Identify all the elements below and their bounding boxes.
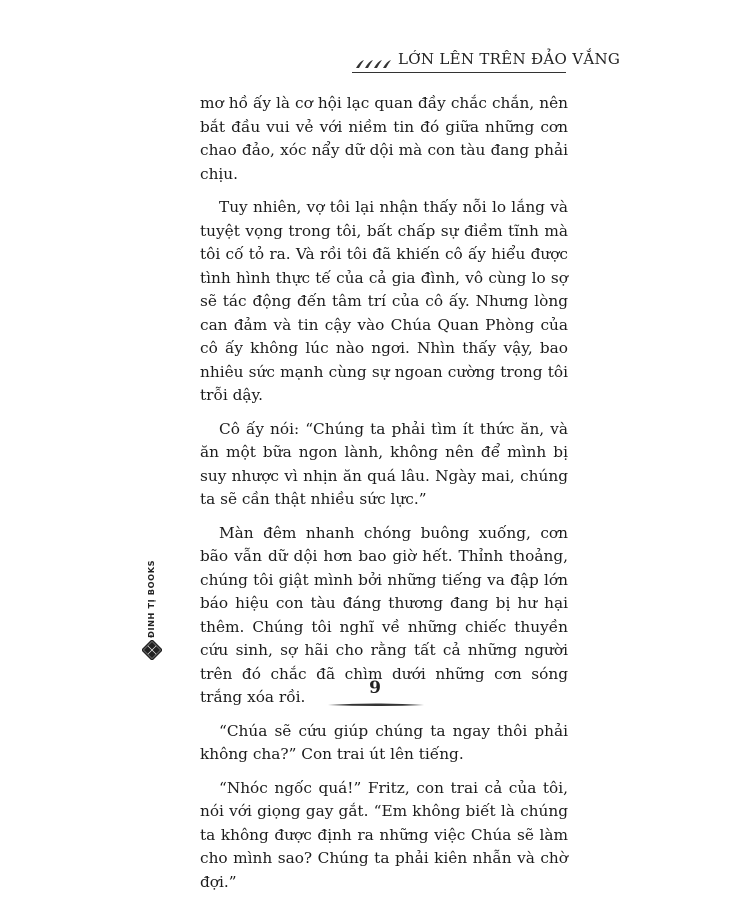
paragraph: Màn đêm nhanh chóng buông xuống, cơn bão vẫn dữ dội hơn bao giờ hết. Thỉnh thoảng, chúng tôi giật mình bởi những tiếng va đập lớn báo hiệu con tàu đáng thương đang bị hư hại thêm. Chúng tôi nghĩ về những chiếc thuyền cứu sinh, sợ hãi cho rằng tất cả những người trên đó chắc đã chìm dưới những cơn sóng trắng xóa rồi. bbox=[200, 523, 568, 706]
paragraph: “Chúa sẽ cứu giúp chúng ta ngay thôi phải không cha?” Con trai út lên tiếng. bbox=[200, 721, 568, 763]
paragraph: “Nhóc ngốc quá!” Fritz, con trai cả của tôi, nói với giọng gay gắt. “Em không biết là chúng ta không được định ra những việc Chúa sẽ làm cho mình sao? Chúng ta phải kiên nhẫn và chờ đợi.” bbox=[200, 778, 568, 891]
page-number: 9 bbox=[369, 678, 381, 698]
feather-strokes-icon bbox=[354, 58, 394, 70]
header-divider bbox=[352, 72, 566, 73]
paragraph: Cô ấy nói: “Chúng ta phải tìm ít thức ăn, và ăn một bữa ngon lành, không nên để mình bị suy nhược vì nhịn ăn quá lâu. Ngày mai, chúng ta sẽ cần thật nhiều sức lực.” bbox=[200, 419, 568, 508]
running-header bbox=[352, 50, 621, 74]
paragraph: Tuy nhiên, vợ tôi lại nhận thấy nỗi lo lắng và tuyệt vọng trong tôi, bất chấp sự điềm tĩnh mà tôi cố tỏ ra. Và rồi tôi đã khiến cô ấy hiểu được tình hình thực tế của cả gia đình, vô cùng lo sợ sẽ tác động đến tâm trí của cô ấy. Nhưng lòng can đảm và tin cậy vào Chúa Quan Phòng của cô ấy không lúc nào ngơi. Nhìn thấy vậy, bao nhiêu sức mạnh cùng sự ngoan cường trong tôi trỗi dậy. bbox=[200, 198, 568, 404]
paragraph: mơ hồ ấy là cơ hội lạc quan đầy chắc chắn, nên bắt đầu vui vẻ với niềm tin đó giữa những cơn chao đảo, xóc nẩy dữ dội mà con tàu đang phải chịu. bbox=[200, 94, 568, 183]
publisher-name: ĐINH TỊ BOOKS bbox=[146, 559, 156, 638]
publisher-mark bbox=[140, 559, 164, 666]
body-text bbox=[200, 92, 568, 904]
footer-divider bbox=[328, 702, 424, 708]
running-title: LỚN LÊN TRÊN ĐẢO VẮNG bbox=[398, 50, 621, 68]
diamond-grid-logo-icon bbox=[142, 640, 162, 660]
